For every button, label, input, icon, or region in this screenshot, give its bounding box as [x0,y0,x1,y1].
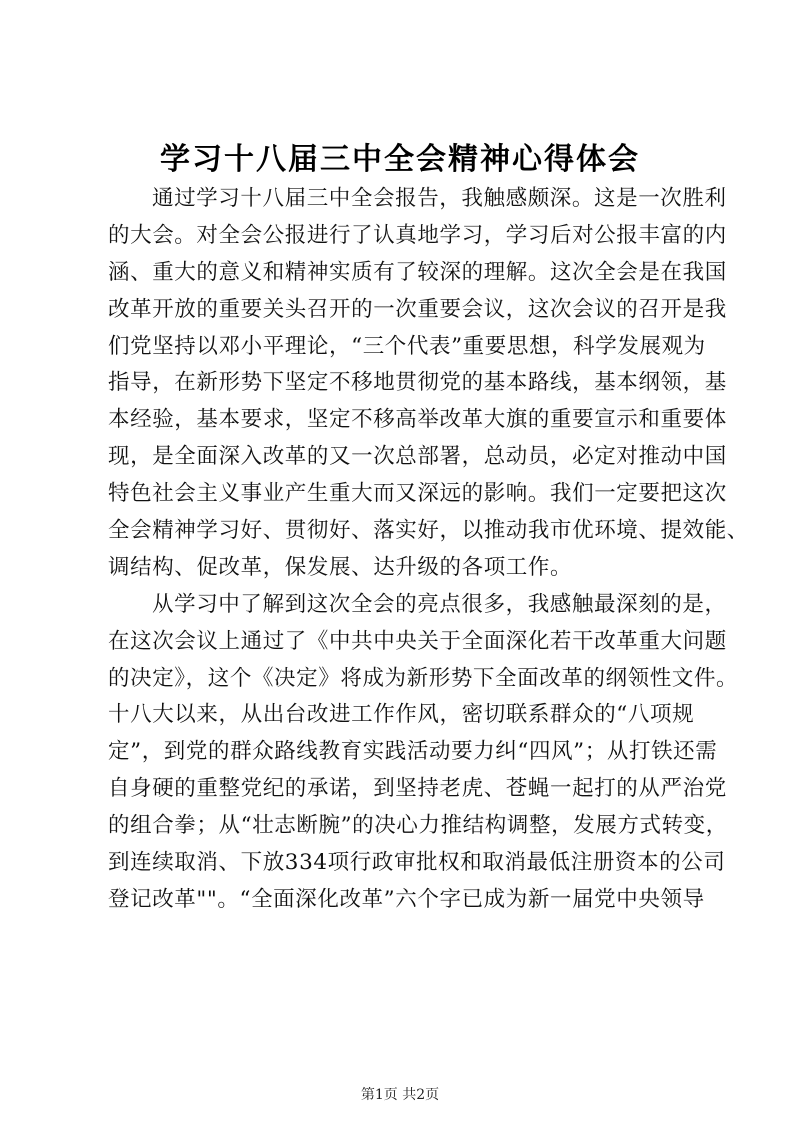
text-line: 特色社会主义事业产生重大而又深远的影响。我们一定要把这次 [108,481,727,507]
paragraph-1 [108,181,749,587]
text-line: 的组合拳；从“壮志断腕”的决心力推结构调整，发展方式转变， [108,813,728,839]
text-line: 的大会。对全会公报进行了认真地学习，学习后对公报丰富的内 [108,222,727,248]
text-line: 现，是全面深入改革的又一次总部署，总动员，必定对推动中国 [108,444,727,470]
text-line: 调结构、促改革，保发展、达升级的各项工作。 [108,554,573,580]
document-title: 学习十八届三中全会精神心得体会 [160,142,640,177]
text-line: 涵、重大的意义和精神实质有了较深的理解。这次全会是在我国 [108,259,727,285]
text-line: 本经验，基本要求，坚定不移高举改革大旗的重要宣示和重要体 [108,407,727,433]
text-line: 到连续取消、下放334项行政审批权和取消最低注册资本的公司 [108,850,726,876]
text-line: 指导，在新形势下坚定不移地贯彻党的基本路线，基本纲领，基 [108,370,727,396]
text-line: 通过学习十八届三中全会报告，我触感颇深。这是一次胜利 [152,186,727,211]
text-line: 从学习中了解到这次全会的亮点很多，我感触最深刻的是， [152,591,727,617]
text-line: 们党坚持以邓小平理论，“三个代表”重要思想，科学发展观为 [108,333,706,359]
text-line: 全会精神学习好、贯彻好、落实好，以推动我市优环境、提效能、 [108,518,749,544]
text-line: 定”，到党的群众路线教育实践活动要力纠“四风”；从打铁还需 [108,739,718,765]
paragraph-2 [108,587,739,919]
text-line: 自身硬的重整党纪的承诺，到坚持老虎、苍蝇一起打的从严治党 [108,776,727,802]
text-line: 在这次会议上通过了《中共中央关于全面深化若干改革重大问题 [108,628,727,654]
text-line: 登记改革""。“全面深化改革”六个字已成为新一届党中央领导 [108,886,705,912]
document-body [108,181,749,919]
text-line: 改革开放的重要关头召开的一次重要会议，这次会议的召开是我 [108,296,727,322]
text-line: 的决定》，这个《决定》将成为新形势下全面改革的纲领性文件。 [108,665,739,691]
text-line: 十八大以来，从出台改进工作作风，密切联系群众的“八项规 [108,702,695,728]
page-footer: 第1页 共2页 [360,1087,440,1103]
